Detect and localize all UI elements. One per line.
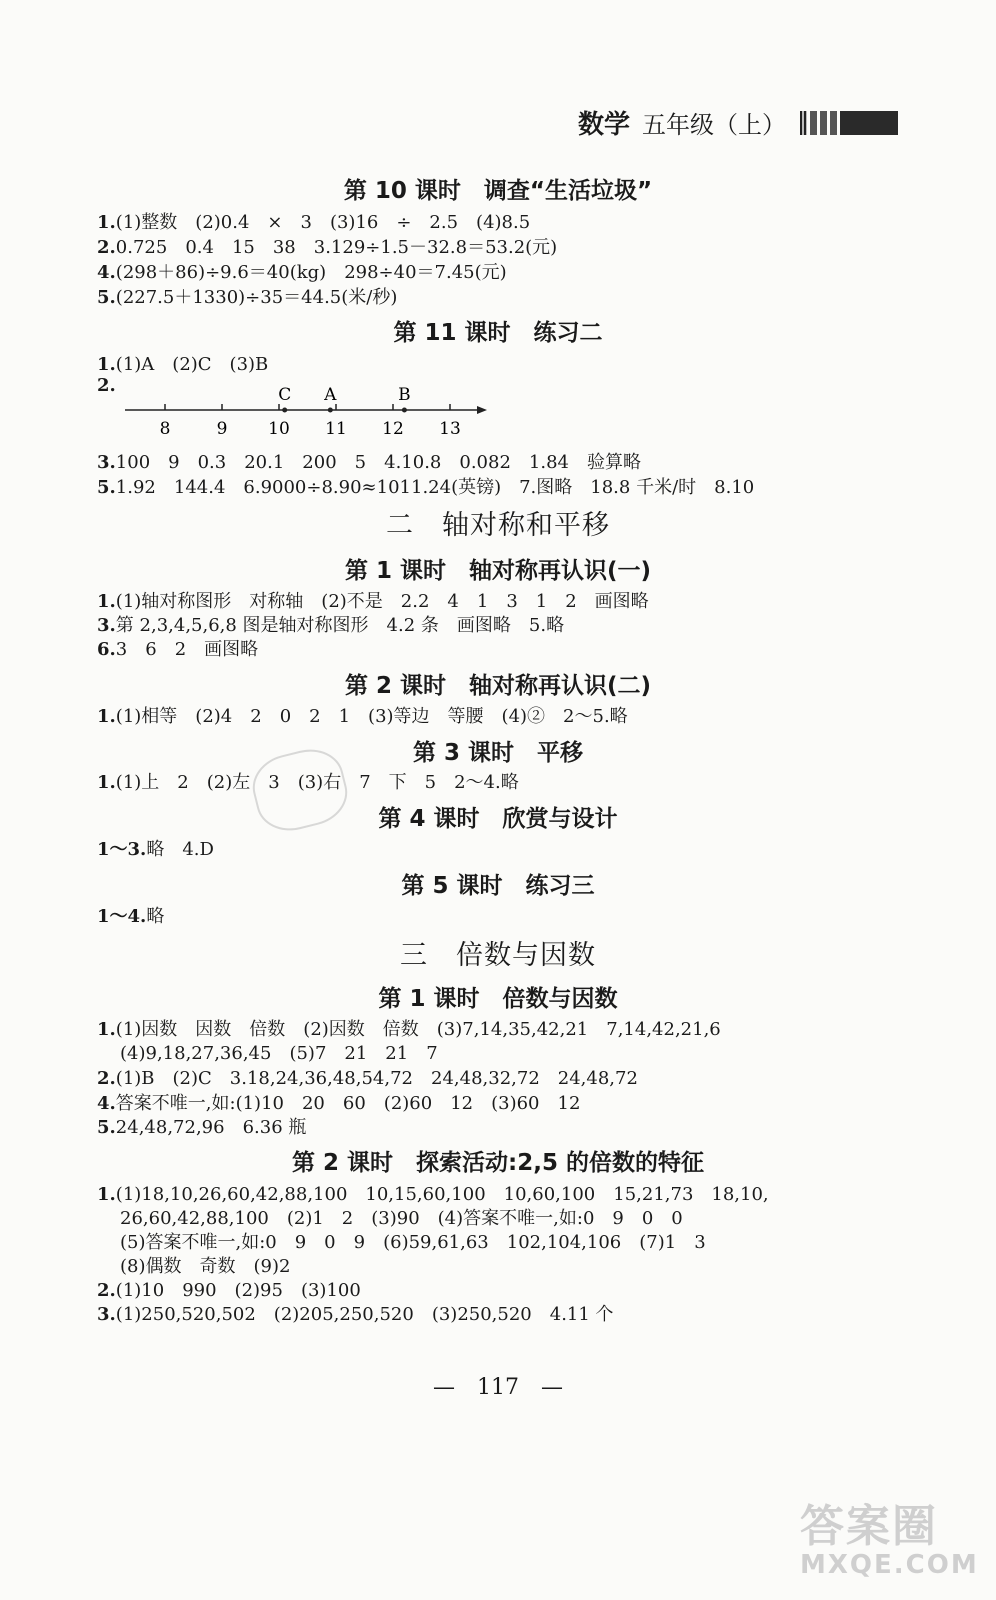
number-line-point-label: C [278, 385, 292, 405]
answer-line: 1.(1)轴对称图形 对称轴 (2)不是 2.2 4 1 3 1 2 画图略 [97, 591, 649, 612]
number-line-tick-label: 8 [159, 419, 171, 439]
number-line-point-label: A [324, 385, 337, 405]
watermark-text: 答案圈 [800, 1501, 938, 1552]
number-line-point [328, 408, 333, 413]
answer-line: 4.答案不唯一,如:(1)10 20 60 (2)60 12 (3)60 12 [97, 1093, 581, 1114]
answer-line: 2.0.725 0.4 15 38 3.129÷1.5－32.8＝53.2(元) [97, 237, 558, 258]
unit-title: 三 倍数与因数 [400, 940, 596, 971]
page-number: — 117 — [433, 1375, 563, 1400]
number-line-tick-label: 10 [268, 419, 290, 439]
answer-line: 26,60,42,88,100 (2)1 2 (3)90 (4)答案不唯一,如:0 9 0 0 [120, 1208, 683, 1229]
watermark-url: MXQE.COM [800, 1550, 979, 1580]
number-line-tick-label: 12 [382, 419, 404, 439]
answer-line: 1.(1)A (2)C (3)B [97, 354, 269, 375]
answer-line: 5.1.92 144.4 6.9000÷8.90≈1011.24(英镑) 7.图略 18.8 千米/时 8.10 [97, 477, 755, 498]
number-line-point [402, 408, 407, 413]
section-title: 第 5 课时 练习三 [401, 873, 595, 899]
answer-line: 3.(1)250,520,502 (2)205,250,520 (3)250,520 4.11 个 [97, 1304, 614, 1325]
section-title: 第 2 课时 探索活动:2,5 的倍数的特征 [292, 1150, 704, 1176]
section-title: 第 3 课时 平移 [412, 740, 584, 766]
answer-line: 2.(1)B (2)C 3.18,24,36,48,54,72 24,48,32,72 24,48,72 [97, 1068, 638, 1089]
answer-line: 5.(227.5＋1330)÷35＝44.5(米/秒) [97, 287, 398, 308]
number-line-tick-label: 13 [439, 419, 461, 439]
number-line-point [282, 408, 287, 413]
answer-line: 2. [97, 375, 116, 396]
answer-line: 1.(1)18,10,26,60,42,88,100 10,15,60,100 10,60,100 15,21,73 18,10, [97, 1184, 769, 1205]
section-title: 第 11 课时 练习二 [393, 320, 603, 346]
answer-line: 1～3.略 4.D [97, 839, 214, 860]
number-line-tick-label: 9 [216, 419, 228, 439]
page-header [578, 104, 898, 141]
answer-line: 1.(1)上 2 (2)左 3 (3)右 7 下 5 2～4.略 [97, 772, 519, 793]
section-title: 第 1 课时 轴对称再认识(一) [344, 558, 652, 584]
section-title: 第 4 课时 欣赏与设计 [378, 806, 618, 832]
answer-line: 1～4.略 [97, 906, 165, 927]
answer-line: (5)答案不唯一,如:0 9 0 9 (6)59,61,63 102,104,106 (7)1 3 [120, 1232, 706, 1253]
answer-line: 4.(298＋86)÷9.6＝40(kg) 298÷40＝7.45(元) [97, 262, 507, 283]
answer-line: 2.(1)10 990 (2)95 (3)100 [97, 1280, 361, 1301]
number-line-arrow [477, 406, 487, 414]
answer-line: 1.(1)因数 因数 倍数 (2)因数 倍数 (3)7,14,35,42,21 7,14,42,21,6 [97, 1019, 721, 1040]
section-title: 第 10 课时 调查“生活垃圾” [343, 178, 653, 204]
answer-line: 6.3 6 2 画图略 [97, 639, 259, 660]
answer-line: (4)9,18,27,36,45 (5)7 21 21 7 [120, 1043, 438, 1064]
grade-label: 五年级（上） [642, 111, 787, 139]
answer-line: 3.第 2,3,4,5,6,8 图是轴对称图形 4.2 条 画图略 5.略 [97, 615, 565, 636]
answer-line: 1.(1)整数 (2)0.4 × 3 (3)16 ÷ 2.5 (4)8.5 [97, 212, 531, 233]
answer-line: 3.100 9 0.3 20.1 200 5 4.10.8 0.082 1.84 验算略 [97, 452, 641, 473]
answer-line: (8)偶数 奇数 (9)2 [120, 1256, 291, 1277]
unit-title: 二 轴对称和平移 [386, 510, 610, 541]
number-line-diagram [125, 382, 495, 442]
watermark-logo [800, 1490, 979, 1580]
subject-title: 数学 [578, 110, 631, 140]
number-line-point-label: B [398, 385, 411, 405]
section-title: 第 2 课时 轴对称再认识(二) [344, 673, 652, 699]
header-decoration [800, 111, 898, 135]
number-line-tick-label: 11 [325, 419, 347, 439]
answer-line: 1.(1)相等 (2)4 2 0 2 1 (3)等边 等腰 (4)② 2～5.略 [97, 706, 628, 727]
section-title: 第 1 课时 倍数与因数 [378, 986, 618, 1012]
answer-line: 5.24,48,72,96 6.36 瓶 [97, 1117, 307, 1138]
